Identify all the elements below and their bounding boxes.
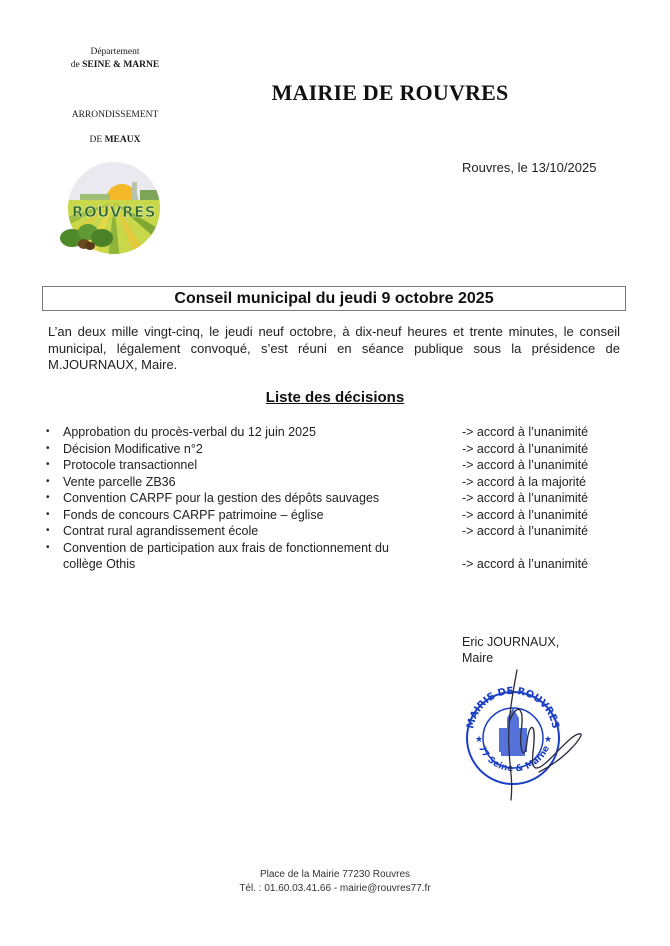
decisions-title: Liste des décisions — [265, 389, 405, 406]
intro-paragraph: L’an deux mille vingt-cinq, le jeudi neuf octobre, à dix-neuf heures et trente minutes, le conseil municipal, légalement convoqué, s’est réuni en séance publique sous la présidence de M.JOURNAUX, Maire. — [48, 324, 620, 372]
stamp-top-text: MAIRIE DE ROUVRES — [465, 685, 561, 730]
decision-item — [46, 540, 616, 573]
footer-contact: Tél. : 01.60.03.41.66 - mairie@rouvres77.fr — [239, 882, 431, 894]
date-line: Rouvres, le 13/10/2025 — [462, 160, 597, 175]
decision-text: Convention de participation aux frais de fonctionnement du collège Othis — [63, 540, 389, 571]
decision-result: -> accord à l’unanimité — [462, 441, 589, 456]
decision-result: -> accord à la majorité — [462, 474, 587, 489]
decision-item — [46, 424, 616, 441]
arrondissement-name: DE MEAUX — [89, 135, 141, 145]
decision-text: Décision Modificative n°2 — [63, 441, 203, 456]
church-icon — [499, 708, 527, 756]
department-line-1: Département — [90, 47, 140, 57]
page-title: MAIRIE DE ROUVRES — [271, 80, 509, 105]
decision-text: Vente parcelle ZB36 — [63, 474, 176, 489]
bullet-icon: • — [46, 459, 50, 470]
decision-item — [46, 457, 616, 474]
star-icon: ★ — [544, 734, 553, 744]
meeting-heading: Conseil municipal du jeudi 9 octobre 2025 — [42, 286, 626, 311]
bullet-icon: • — [46, 492, 50, 503]
star-icon: ★ — [475, 734, 484, 744]
bullet-icon: • — [46, 541, 50, 553]
decision-result: -> accord à l’unanimité — [462, 524, 589, 538]
decision-text: Approbation du procès-verbal du 12 juin 2025 — [63, 425, 316, 439]
decision-item — [46, 523, 616, 540]
decision-item — [46, 507, 616, 524]
signatory-name: Eric JOURNAUX, — [462, 635, 560, 649]
bullet-icon: • — [46, 426, 50, 437]
decision-item — [46, 474, 616, 491]
logo-emblem-icon — [58, 160, 164, 260]
decision-item — [46, 490, 616, 507]
rouvres-logo — [58, 160, 164, 260]
footer-address: Place de la Mairie 77230 Rouvres — [259, 869, 411, 880]
bullet-icon: • — [46, 475, 50, 487]
stamp-seal-icon — [455, 662, 590, 802]
official-stamp — [455, 662, 590, 802]
decision-text: Fonds de concours CARPF patrimoine – église — [63, 507, 324, 522]
department-name: SEINE & MARNE — [82, 60, 160, 70]
decisions-list — [46, 424, 616, 573]
decision-result: -> accord à l’unanimité — [462, 458, 589, 472]
department-line-2: de SEINE & MARNE — [70, 60, 160, 70]
decision-text: Protocole transactionnel — [63, 458, 198, 472]
footer — [0, 868, 670, 895]
signatory-role: Maire — [462, 651, 494, 665]
arrondissement-label: ARRONDISSEMENT — [71, 110, 159, 120]
decision-result: -> accord à l’unanimité — [462, 425, 589, 439]
decision-text: Contrat rural agrandissement école — [63, 524, 259, 538]
bullet-icon: • — [46, 508, 50, 520]
decision-result: -> accord à l’unanimité — [462, 491, 589, 505]
decision-item — [46, 441, 616, 458]
decision-text: Convention CARPF pour la gestion des dépôts sauvages — [63, 491, 380, 505]
department-label — [40, 46, 190, 72]
decision-result: -> accord à l’unanimité — [462, 507, 589, 522]
bullet-icon: • — [46, 525, 50, 536]
bullet-icon: • — [46, 442, 50, 454]
stamp-bottom-text: 77 Seine & Marne — [475, 744, 553, 775]
decision-result: -> accord à l’unanimité — [462, 557, 589, 571]
logo-text: ROUVRES — [71, 203, 157, 221]
